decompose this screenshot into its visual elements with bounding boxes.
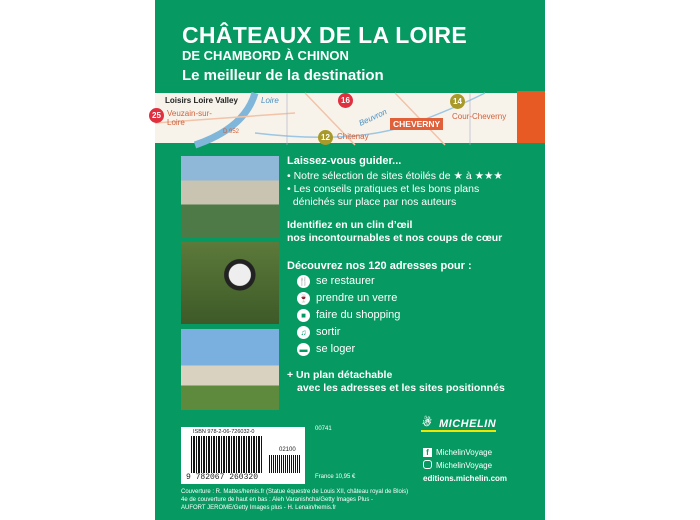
guide-bullet: dénichés sur place par nos auteurs xyxy=(287,196,457,208)
website-link[interactable]: editions.michelin.com xyxy=(423,474,508,483)
guide-bullets xyxy=(287,170,503,209)
service-label: prendre un verre xyxy=(316,292,398,304)
map-label: Loire xyxy=(261,96,279,105)
map-badge: 12 xyxy=(318,130,333,145)
addon-code: 02100 xyxy=(279,447,296,453)
map-label-cheverny: CHEVERNY xyxy=(390,118,443,130)
identify-line: Identifiez en un clin d’œil xyxy=(287,219,413,231)
service-label: faire du shopping xyxy=(316,309,401,321)
identify-line: nos incontournables et nos coups de cœur xyxy=(287,232,503,244)
music-icon: ♫ xyxy=(297,326,310,339)
chateau-valencay-photo xyxy=(181,329,279,410)
discover-list xyxy=(297,273,400,358)
photo-credits xyxy=(181,488,408,512)
map-strip xyxy=(152,91,517,143)
identify-text xyxy=(287,219,502,245)
map-badge: 16 xyxy=(338,93,353,108)
guide-bullet: • Notre sélection de sites étoilés de ★ à ★★★ xyxy=(287,170,503,182)
book-subtitle: DE CHAMBORD À CHINON xyxy=(182,48,349,63)
chateau-chenonceau-photo xyxy=(181,156,279,237)
map-label: Cour-Cheverny xyxy=(452,112,507,121)
map-label: D 952 xyxy=(223,129,240,135)
service-label: se restaurer xyxy=(316,275,375,287)
map-badge: 14 xyxy=(450,94,465,109)
service-label: se loger xyxy=(316,343,356,355)
social-handle: MichelinVoyage xyxy=(436,448,493,457)
credit-line: 4e de couverture de haut en bas : Aleh Varanishcha/Getty Images Plus - xyxy=(181,497,374,503)
service-item xyxy=(297,307,400,324)
panda-photo xyxy=(181,242,279,324)
facebook-icon: f xyxy=(423,448,432,457)
isbn-barcode xyxy=(181,427,305,484)
cutlery-icon: 🍴 xyxy=(298,277,309,286)
instagram-icon xyxy=(423,460,432,469)
addon-bars xyxy=(269,455,301,473)
facebook-link[interactable] xyxy=(423,446,507,459)
barcode-digits: 9 782067 260320 xyxy=(186,473,259,482)
social-links xyxy=(423,446,507,485)
service-item xyxy=(297,324,400,341)
plan-line: + Un plan détachable xyxy=(287,369,393,381)
book-title: CHÂTEAUX DE LA LOIRE xyxy=(182,22,467,48)
tagline: Le meilleur de la destination xyxy=(182,67,384,84)
michelin-logo xyxy=(421,418,496,432)
service-item xyxy=(297,290,400,307)
map-label: Beuvron xyxy=(357,107,389,128)
bibendum-icon: ☃ xyxy=(421,417,432,429)
book-back-cover xyxy=(152,0,545,520)
service-label: sortir xyxy=(316,326,341,338)
bed-icon: ▬ xyxy=(297,343,310,356)
product-code: 00741 xyxy=(315,426,332,432)
service-item xyxy=(297,341,400,358)
guide-bullet: • Les conseils pratiques et les bons plans xyxy=(287,183,480,195)
instagram-link[interactable] xyxy=(423,459,507,472)
credit-line: AUFORT JEROME/Getty Images plus - H. Lenain/hemis.fr xyxy=(181,505,337,511)
map-label: Veuzain-sur-Loire xyxy=(167,109,212,127)
barcode-bars xyxy=(191,436,263,473)
service-item xyxy=(297,273,400,290)
orange-block xyxy=(517,91,545,143)
map-badge: 25 xyxy=(149,108,164,123)
price: France 10,95 € xyxy=(315,474,356,480)
discover-heading: Découvrez nos 120 adresses pour : xyxy=(287,260,472,272)
guide-heading: Laissez-vous guider... xyxy=(287,155,402,167)
isbn-text: ISBN 978-2-06-726032-0 xyxy=(193,429,255,435)
glass-icon: 🍷 xyxy=(298,294,309,303)
shopping-bag-icon: ■ xyxy=(297,309,310,322)
brand-name: MICHELIN xyxy=(439,418,497,430)
map-label: Loisirs Loire Valley xyxy=(165,96,238,105)
map-label: Chitenay xyxy=(337,132,369,141)
plan-text xyxy=(287,369,505,395)
social-handle: MichelinVoyage xyxy=(436,461,493,470)
credit-line: Couverture : R. Mattes/hemis.fr (Statue équestre de Louis XII, château royal de Blois) xyxy=(181,489,409,495)
plan-line: avec les adresses et les sites positionnés xyxy=(297,382,505,394)
